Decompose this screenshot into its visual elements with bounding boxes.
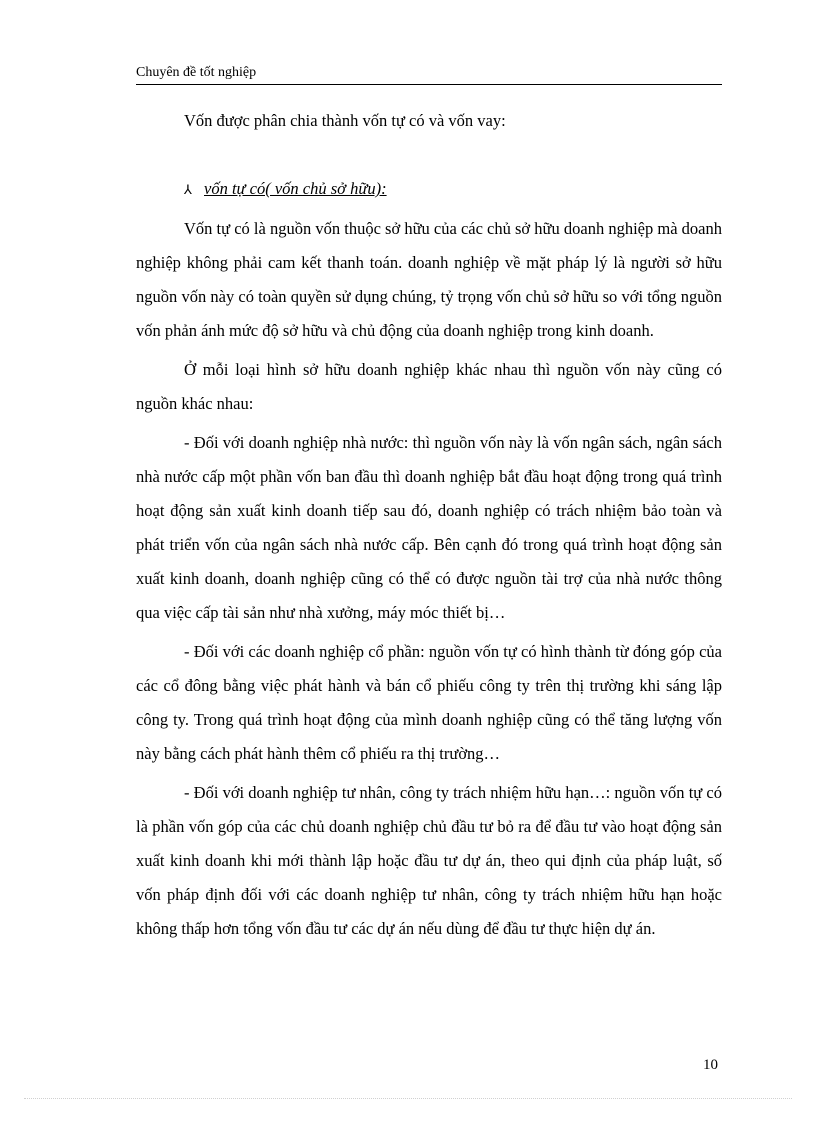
page-bottom-divider xyxy=(24,1098,792,1099)
paragraph-state-enterprise: - Đối với doanh nghiệp nhà nước: thì nguồn vốn này là vốn ngân sách, ngân sách nhà nước cấp một phần vốn ban đầu thì doanh nghiệp bắt đầu hoạt động trong quá trình hoạt động sản xuất kinh doanh tiếp sau đó, doanh nghiệp có trách nhiệm bảo toàn và phát triển vốn của ngân sách nhà nước cấp. Bên cạnh đó trong quá trình hoạt động sản xuất kinh doanh, doanh nghiệp cũng có thể có được nguồn tài trợ của nhà nước thông qua việc cấp tài sản như nhà xưởng, máy móc thiết bị… xyxy=(136,433,722,622)
header-title: Chuyên đề tốt nghiệp xyxy=(136,65,257,80)
page-number: 10 xyxy=(703,1057,718,1073)
intro-sentence: Vốn được phân chia thành vốn tự có và vốn vay: xyxy=(184,111,506,130)
paragraph-ownership-types: Ở mỗi loại hình sở hữu doanh nghiệp khác nhau thì nguồn vốn này cũng có nguồn khác nhau: xyxy=(136,360,722,413)
page-body xyxy=(136,104,722,946)
paragraph-private-enterprise: - Đối với doanh nghiệp tư nhân, công ty trách nhiệm hữu hạn…: nguồn vốn tự có là phần vốn góp của các chủ doanh nghiệp chủ đầu tư bỏ ra để đầu tư vào hoạt động sản xuất kinh doanh khi mới thành lập hoặc đầu tư dự án, theo qui định của pháp luật, số vốn pháp định đối với các doanh nghiệp tư nhân, công ty trách nhiệm hữu hạn hoặc không thấp hơn tổng vốn đầu tư các dự án nếu dùng để đầu tư thực hiện dự án. xyxy=(136,783,722,938)
paragraph-definition: Vốn tự có là nguồn vốn thuộc sở hữu của các chủ sở hữu doanh nghiệp mà doanh nghiệp không phải cam kết thanh toán. doanh nghiệp về mặt pháp lý là người sở hữu nguồn vốn này có toàn quyền sử dụng chúng, tỷ trọng vốn chủ sở hữu so với tổng nguồn vốn phản ánh mức độ sở hữu và chủ động của doanh nghiệp trong kinh doanh. xyxy=(136,219,722,340)
arrow-up-icon: ⅄ xyxy=(184,182,192,197)
section-heading-line xyxy=(136,172,722,207)
paragraph-joint-stock: - Đối với các doanh nghiệp cổ phần: nguồn vốn tự có hình thành từ đóng góp của các cổ đông bằng việc phát hành và bán cổ phiếu công ty trên thị trường khi sáng lập công ty. Trong quá trình hoạt động của mình doanh nghiệp cũng có thể tăng lượng vốn này bằng cách phát hành thêm cổ phiếu ra thị trường… xyxy=(136,642,722,763)
page-header xyxy=(136,64,722,85)
section-heading: vốn tự có( vốn chủ sở hữu): xyxy=(204,179,387,198)
